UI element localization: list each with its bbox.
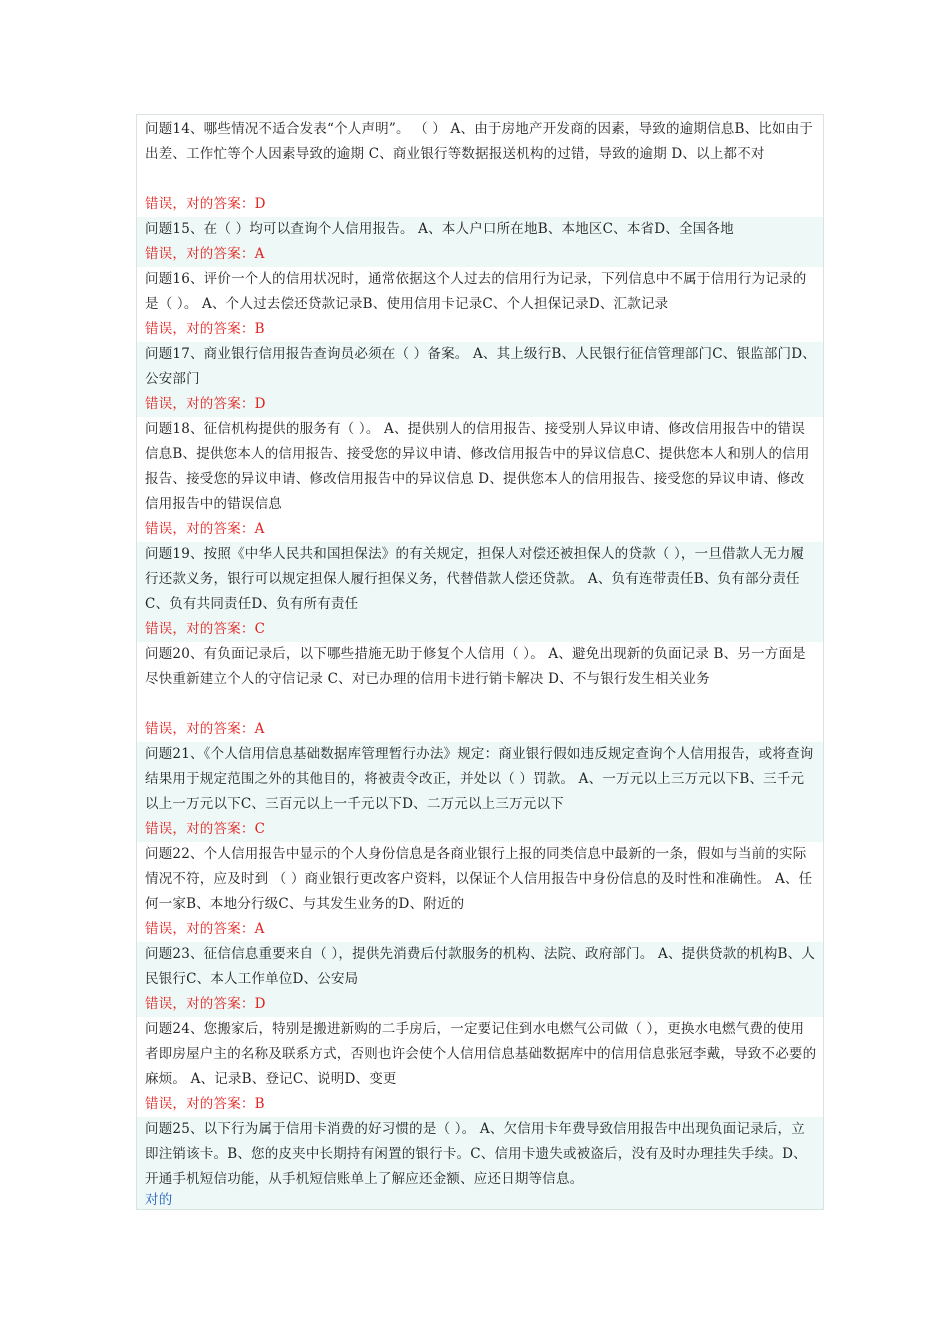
answer-23: 错误，对的答案：D [137,992,823,1017]
answer-17: 错误，对的答案：D [137,392,823,417]
answer-15: 错误，对的答案：A [137,242,823,267]
answer-22: 错误，对的答案：A [145,921,265,937]
question-24: 问题24、您搬家后，特别是搬进新购的二手房后，一定要记住到水电燃气公司做（ ），更换水电燃气费的使用者即房屋户主的名称及联系方式，否则也许会使个人信用信息基础数据库中的信用信息张冠李戴，导致不必要的麻烦。 A、记录B、登记C、说明D、变更 [145,1021,817,1087]
question-23: 问题23、征信信息重要来自（ ），提供先消费后付款服务的机构、法院、政府部门。 A、提供贷款的机构B、人民银行C、本人工作单位D、公安局 [137,942,823,992]
question-18: 问题18、征信机构提供的服务有（ ）。 A、提供别人的信用报告、接受别人异议申请、修改信用报告中的错误信息B、提供您本人的信用报告、接受您的异议申请、修改信用报告中的异议信息C、提供您本人和别人的信用报告、接受您的异议申请、修改信用报告中的异议信息 D、提供您本人的信用报告、接受您的异议申请、修改信用报告中的错误信息 [145,421,810,512]
question-17: 问题17、商业银行信用报告查询员必须在（ ）备案。 A、其上级行B、人民银行征信管理部门C、银监部门D、公安部门 [137,342,823,392]
quiz-results-panel [136,114,824,1210]
answer-25: 对的 [137,1192,823,1209]
question-16: 问题16、评价一个人的信用状况时，通常依据这个人过去的信用行为记录，下列信息中不属于信用行为记录的是（ ）。 A、个人过去偿还贷款记录B、使用信用卡记录C、个人担保记录D、汇款记录 [145,271,807,312]
answer-21: 错误，对的答案：C [137,817,823,842]
answer-19: 错误，对的答案：C [137,617,823,642]
answer-24: 错误，对的答案：B [145,1096,265,1112]
question-25: 问题25、以下行为属于信用卡消费的好习惯的是（ ）。 A、欠信用卡年费导致信用报告中出现负面记录后，立即注销该卡。B、您的皮夹中长期持有闲置的银行卡。C、信用卡遗失或被盗后，没有及时办理挂失手续。D、开通手机短信功能，从手机短信账单上了解应还金额、应还日期等信息。 [137,1117,823,1192]
question-20: 问题20、有负面记录后，以下哪些措施无助于修复个人信用（ ）。 A、避免出现新的负面记录 B、另一方面是尽快重新建立个人的守信记录 C、对已办理的信用卡进行销卡解决 D、不与银行发生相关业务 [145,646,806,687]
question-22: 问题22、个人信用报告中显示的个人身份信息是各商业银行上报的同类信息中最新的一条，假如与当前的实际情况不符，应及时到 （ ）商业银行更改客户资料，以保证个人信用报告中身份信息的及时性和准确性。 A、任何一家B、本地分行级C、与其发生业务的D、附近的 [145,846,813,912]
answer-20: 错误，对的答案：A [145,721,265,737]
question-14: 问题14、哪些情况不适合发表“个人声明”。 （ ） A、由于房地产开发商的因素，导致的逾期信息B、比如由于出差、工作忙等个人因素导致的逾期 C、商业银行等数据报送机构的过错，导致的逾期 D、以上都不对 [145,121,814,162]
question-15: 问题15、在（ ）均可以查询个人信用报告。 A、本人户口所在地B、本地区C、本省D、全国各地 [137,217,823,242]
question-21: 问题21、《个人信用信息基础数据库管理暂行办法》规定：商业银行假如违反规定查询个人信用报告，或将查询结果用于规定范围之外的其他目的，将被责令改正，并处以（ ）罚款。 A、一万元以上三万元以下B、三千元以上一万元以下C、三百元以上一千元以下D、二万元以上三万元以下 [137,742,823,817]
answer-16: 错误，对的答案：B [145,321,265,337]
answer-18: 错误，对的答案：A [145,521,265,537]
answer-14: 错误，对的答案：D [145,196,266,212]
question-19: 问题19、按照《中华人民共和国担保法》的有关规定，担保人对偿还被担保人的贷款（ ），一旦借款人无力履行还款义务，银行可以规定担保人履行担保义务，代替借款人偿还贷款。 A、负有连带责任B、负有部分责任C、负有共同责任D、负有所有责任 [137,542,823,617]
